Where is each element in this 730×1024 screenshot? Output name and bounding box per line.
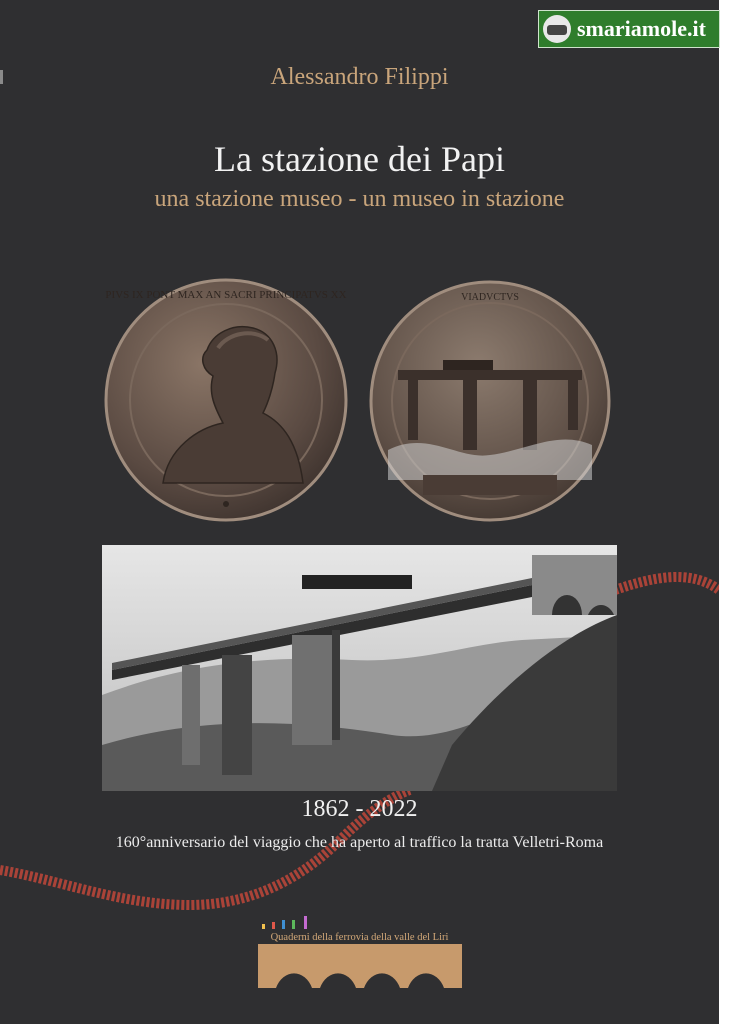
historical-viaduct-photo	[102, 545, 617, 791]
series-name: Quaderni della ferrovia della valle del Liri	[270, 932, 449, 943]
medal-reverse-viaduct	[368, 280, 612, 523]
color-dots-icon	[262, 914, 312, 930]
author-name: Alessandro Filippi	[270, 64, 449, 90]
medal-reverse-inscription: VIADVCTVS	[461, 292, 519, 303]
watermark-badge	[538, 10, 720, 48]
anniversary-caption: 160°anniversario del viaggio che ha aperto al traffico la tratta Velletri-Roma	[115, 834, 604, 851]
medal-obverse-portrait	[103, 278, 349, 522]
book-title: La stazione dei Papi	[214, 139, 505, 179]
site-logo-icon	[543, 15, 571, 43]
medal-obverse-inscription: PIVS IX PONT MAX AN SACRI PRINCIPATVS XX	[105, 289, 347, 301]
viaduct-logo-icon	[258, 944, 462, 988]
watermark-text: smariamole.it	[577, 16, 706, 41]
anniversary-years: 1862 - 2022	[301, 796, 418, 822]
book-subtitle: una stazione museo - un museo in stazione	[154, 186, 565, 212]
